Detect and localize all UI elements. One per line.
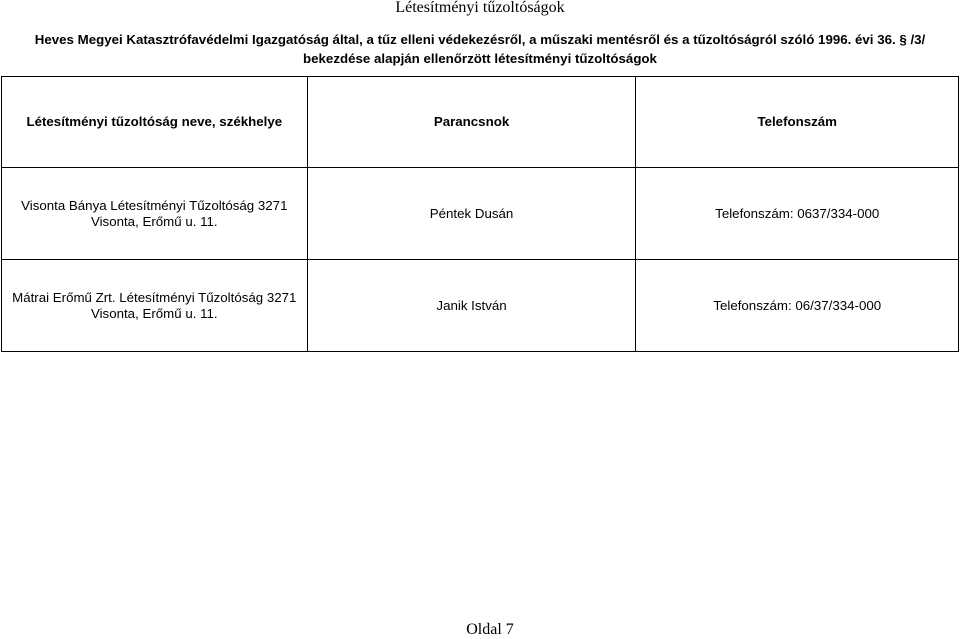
station-name-cell (2, 168, 308, 260)
station-name-line-2: Visonta, Erőmű u. 11. (90, 213, 218, 229)
intro-line-2: bekezdése alapján ellenőrzött létesítményi tűzoltóságok (303, 51, 657, 66)
phone-cell: Telefonszám: 0637/334-000 (636, 168, 959, 260)
page-title: Létesítményi tűzoltóságok (395, 0, 565, 16)
station-name-line-1: Visonta Bánya Létesítményi Tűzoltóság 3271 (21, 197, 288, 213)
table-row (2, 260, 959, 352)
column-header-commander: Parancsnok (307, 77, 636, 168)
intro-text (20, 30, 940, 68)
table-header-row (2, 77, 959, 168)
column-header-name: Létesítményi tűzoltóság neve, székhelye (2, 77, 308, 168)
column-header-phone: Telefonszám (636, 77, 959, 168)
fire-stations-table (1, 76, 959, 352)
commander-cell: Péntek Dusán (307, 168, 636, 260)
table-row (2, 168, 959, 260)
station-name-cell (2, 260, 308, 352)
page-number: Oldal 7 (466, 621, 514, 638)
commander-cell: Janik István (307, 260, 636, 352)
intro-line-1: Heves Megyei Katasztrófavédelmi Igazgatóság által, a tűz elleni védekezésről, a műszaki mentésről és a tűzoltóságról szóló 1996. évi 36. § /3/ (34, 32, 926, 47)
phone-cell: Telefonszám: 06/37/334-000 (636, 260, 959, 352)
station-name-line-1: Mátrai Erőmű Zrt. Létesítményi Tűzoltóság 3271 (12, 289, 297, 305)
station-name-line-2: Visonta, Erőmű u. 11. (90, 305, 218, 321)
